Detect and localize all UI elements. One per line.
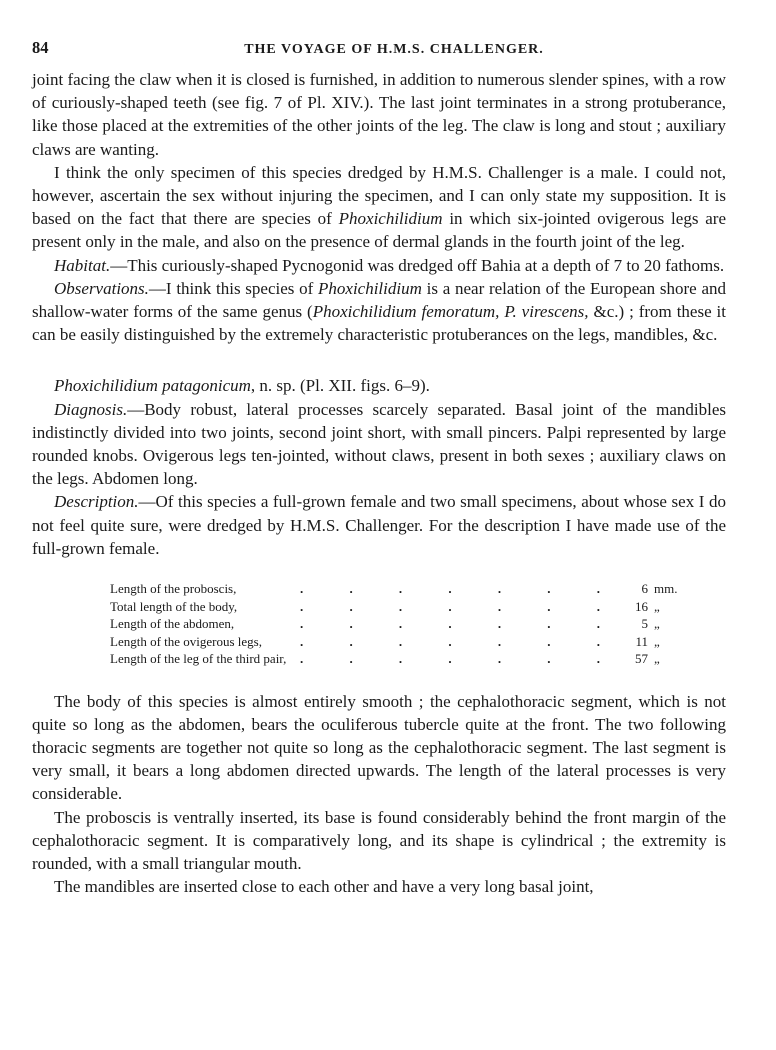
measurement-value: 6 <box>641 581 648 597</box>
measurement-label: Total length of the body, <box>110 598 238 614</box>
genus-name: Phoxichilidium <box>318 278 422 298</box>
section-gap <box>32 346 726 374</box>
leader-dots: . . . . . . . <box>300 581 600 597</box>
habitat-text: —This curiously-shaped Pycnogonid was dredged off Bahia at a depth of 7 to 20 fathoms. <box>110 255 725 275</box>
leader-dots: . . . . . . . <box>300 598 600 614</box>
measurement-unit: mm. <box>654 581 678 597</box>
text-run: I think the only specimen of this species dredged by H.M.S. Challenger is a male. I could not, however, ascertain the sex without injuring the specimen, and I can only state my supposition. It is based on the fact that there are species of <box>32 162 726 229</box>
measurement-unit: „ <box>654 651 660 667</box>
leader-dots: . . . . . . . <box>300 616 600 632</box>
description-label: Description. <box>54 492 139 512</box>
measurement-label: Length of the abdomen, <box>110 616 235 632</box>
measurements-table <box>110 580 690 668</box>
measurement-value: 16 <box>635 598 648 614</box>
measurement-unit: „ <box>654 616 660 632</box>
running-title: THE VOYAGE OF H.M.S. CHALLENGER. <box>244 42 544 57</box>
observations-label: Observations. <box>54 278 149 298</box>
paragraph-observations <box>32 277 726 347</box>
paragraph-body: The body of this species is almost entirely smooth ; the cephalothoracic segment, which is not quite so long as the abdomen, bears the oculiferous tubercle quite at the front. The two following thoracic segments are together not quite so long as the cephalothoracic segment. The last segment is very small, it bears a long abdomen directed upwards. The length of the lateral processes is very considerable. <box>32 691 726 804</box>
measurement-row <box>110 598 690 616</box>
measurement-row <box>110 615 690 633</box>
text-run: in which six-jointed ovigerous legs are present only in the male, and also on the presence of dermal glands in the fourth joint of the leg. <box>32 209 726 252</box>
measurement-value: 57 <box>635 651 648 667</box>
paragraph-sex <box>32 161 726 254</box>
leader-dots: . . . . . . . <box>300 633 600 649</box>
species-heading <box>32 374 726 397</box>
species-name: Phoxichilidium patagonicum <box>54 376 251 396</box>
paragraph-proboscis: The proboscis is ventrally inserted, its base is found considerably behind the front margin of the cephalothoracic segment. It is comparatively long, and its shape is cylindrical ; the extremity is rounded, with a small triangular mouth. <box>32 807 726 873</box>
description-text: —Of this species a full-grown female and two small specimens, about whose sex I do not feel quite sure, were dredged by H.M.S. Challenger. For the description I have made use of the full-grown female. <box>32 492 726 558</box>
measurement-value: 5 <box>641 616 648 632</box>
habitat-label: Habitat. <box>54 255 111 275</box>
measurement-row <box>110 580 690 598</box>
table-gap <box>32 560 726 580</box>
measurement-label: Length of the ovigerous legs, <box>110 633 262 649</box>
running-header <box>32 38 726 68</box>
paragraph-claw: joint facing the claw when it is closed is furnished, in addition to numerous slender spines, with a row of curiously-shaped teeth (see fig. 7 of Pl. XIV.). The last joint terminates in a strong protuberance, like those placed at the extremities of the other joints of the leg. The claw is long and stout ; auxiliary claws are wanting. <box>32 70 726 159</box>
text-run: &c.) ; from these it can be easily distinguished by the extremely characteristic protuberances on the legs, mandibles, &c. <box>32 302 727 345</box>
paragraph-habitat <box>32 254 726 277</box>
genus-name: Phoxichilidium <box>338 209 443 229</box>
paragraph-mandibles: The mandibles are inserted close to each other and have a very long basal joint, <box>54 877 594 897</box>
text-run: is a near relation of the European shore and shallow-water forms of the same genus ( <box>32 278 726 322</box>
paragraph-diagnosis <box>32 398 726 491</box>
table-gap <box>32 668 726 690</box>
measurement-row <box>110 650 690 668</box>
species-names: Phoxichilidium femoratum, P. virescens, <box>312 302 589 322</box>
measurement-label: Length of the proboscis, <box>110 581 237 597</box>
measurement-value: 11 <box>635 633 648 649</box>
measurement-label: Length of the leg of the third pair, <box>110 651 287 667</box>
paragraph-description <box>32 490 726 560</box>
page-number: 84 <box>32 38 49 57</box>
diagnosis-text: —Body robust, lateral processes scarcely separated. Basal joint of the mandibles indistinctly divided into two joints, second joint short, with small pincers. Palpi represented by large rounded knobs. Ovigerous legs ten-jointed, without claws, present in both sexes ; auxiliary claws on the legs. Abdomen long. <box>32 399 726 489</box>
measurement-unit: „ <box>654 633 660 649</box>
species-reference: , n. sp. (Pl. XII. figs. 6–9). <box>250 376 430 396</box>
diagnosis-label: Diagnosis. <box>54 399 128 419</box>
measurement-row <box>110 633 690 651</box>
leader-dots: . . . . . . . <box>300 651 600 667</box>
text-run: —I think this species of <box>148 278 319 298</box>
measurement-unit: „ <box>654 598 660 614</box>
